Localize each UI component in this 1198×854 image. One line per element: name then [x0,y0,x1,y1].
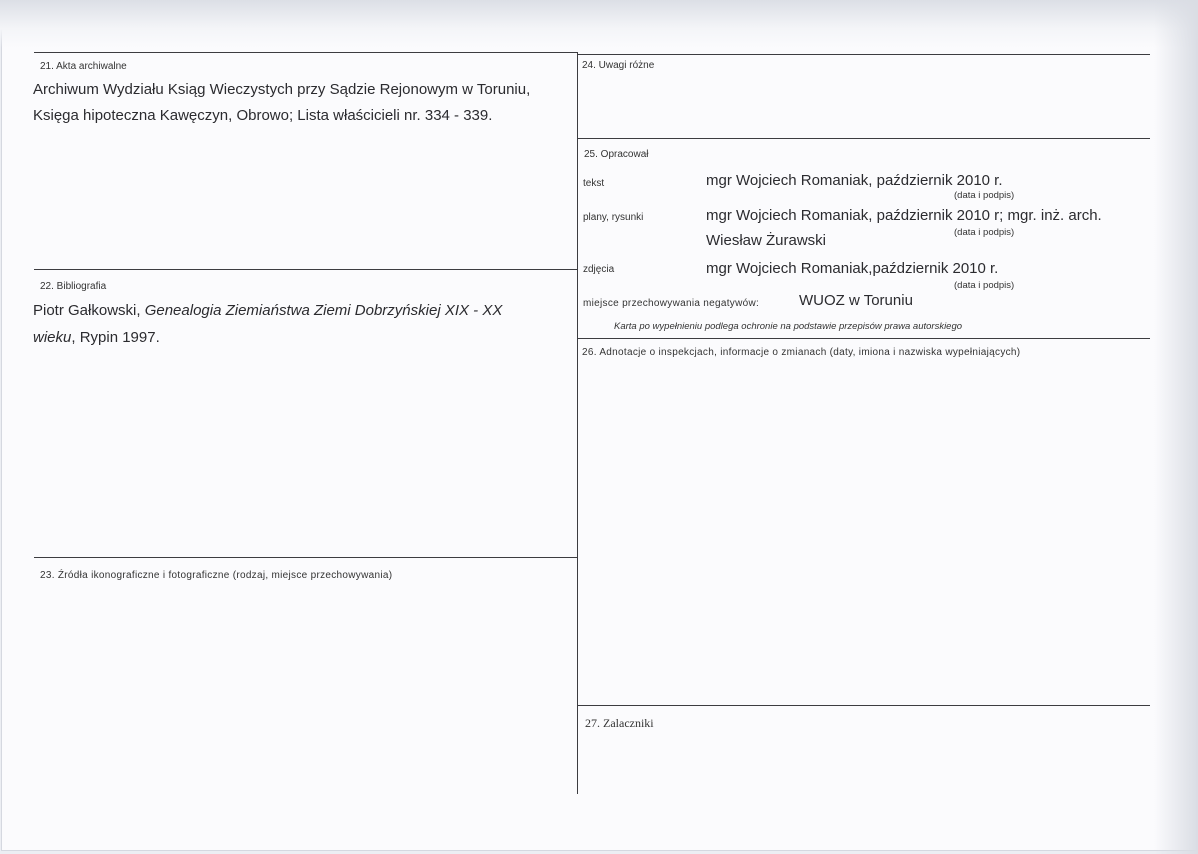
section-21-label: 21. Akta archiwalne [40,61,127,72]
bibliography-title-part-1: Genealogia Ziemiaństwa Ziemi Dobrzyńskiej XIX - XX [144,302,503,319]
bibliography-entry-line-2 [33,327,160,349]
section-21-line-2: Księga hipoteczna Kawęczyn, Obrowo; Lista właścicieli nr. 334 - 339. [33,107,493,124]
plany-value-line-2: Wiesław Żurawski [706,232,827,249]
rule-21-22 [34,269,578,270]
section-21-line-1: Archiwum Wydziału Ksiąg Wieczystych przy Sądzie Rejonowym w Toruniu, [33,81,531,98]
negatywy-label: miejsce przechowywania negatywów: [583,298,760,309]
rule-24-25 [578,138,1150,139]
rule-22-23 [34,557,578,558]
tekst-label: tekst [583,178,605,189]
scan-shadow-right [1154,0,1198,854]
bibliography-title-part-2: wieku [33,329,72,346]
section-24-label: 24. Uwagi różne [582,60,655,71]
tekst-data-podpis: (data i podpis) [954,190,1015,201]
zdjecia-label: zdjęcia [583,264,615,275]
plany-data-podpis: (data i podpis) [954,227,1015,238]
center-divider [577,52,578,794]
section-27-label: 27. Zalaczniki [585,716,654,730]
rule-25-26 [578,338,1150,339]
tekst-value: mgr Wojciech Romaniak, październik 2010 r. [706,172,1003,189]
negatywy-value: WUOZ w Toruniu [799,292,913,309]
section-25-label: 25. Opracował [584,149,649,160]
section-26-label: 26. Adnotacje o inspekcjach, informacje o zmianach (daty, imiona i nazwiska wypełniających) [582,347,1021,358]
zdjecia-value: mgr Wojciech Romaniak,październik 2010 r. [706,260,999,277]
plany-value-line-1: mgr Wojciech Romaniak, październik 2010 r; mgr. inż. arch. [706,207,1102,224]
section-23-label: 23. Źródła ikonograficzne i fotograficzne (rodzaj, miejsce przechowywania) [40,570,393,581]
top-rule-right [578,54,1150,55]
plany-label: plany, rysunki [583,212,644,223]
top-rule-left [34,52,578,53]
bibliography-rest: , Rypin 1997. [71,329,160,346]
bibliography-entry-line-1 [33,300,502,322]
section-22-label: 22. Bibliografia [40,281,107,292]
scan-shadow-top [0,0,1198,48]
bibliography-author: Piotr Gałkowski, [33,302,145,319]
zdjecia-data-podpis: (data i podpis) [954,280,1015,291]
rule-26-27 [578,705,1150,706]
copyright-note: Karta po wypełnieniu podlega ochronie na podstawie przepisów prawa autorskiego [614,321,963,332]
